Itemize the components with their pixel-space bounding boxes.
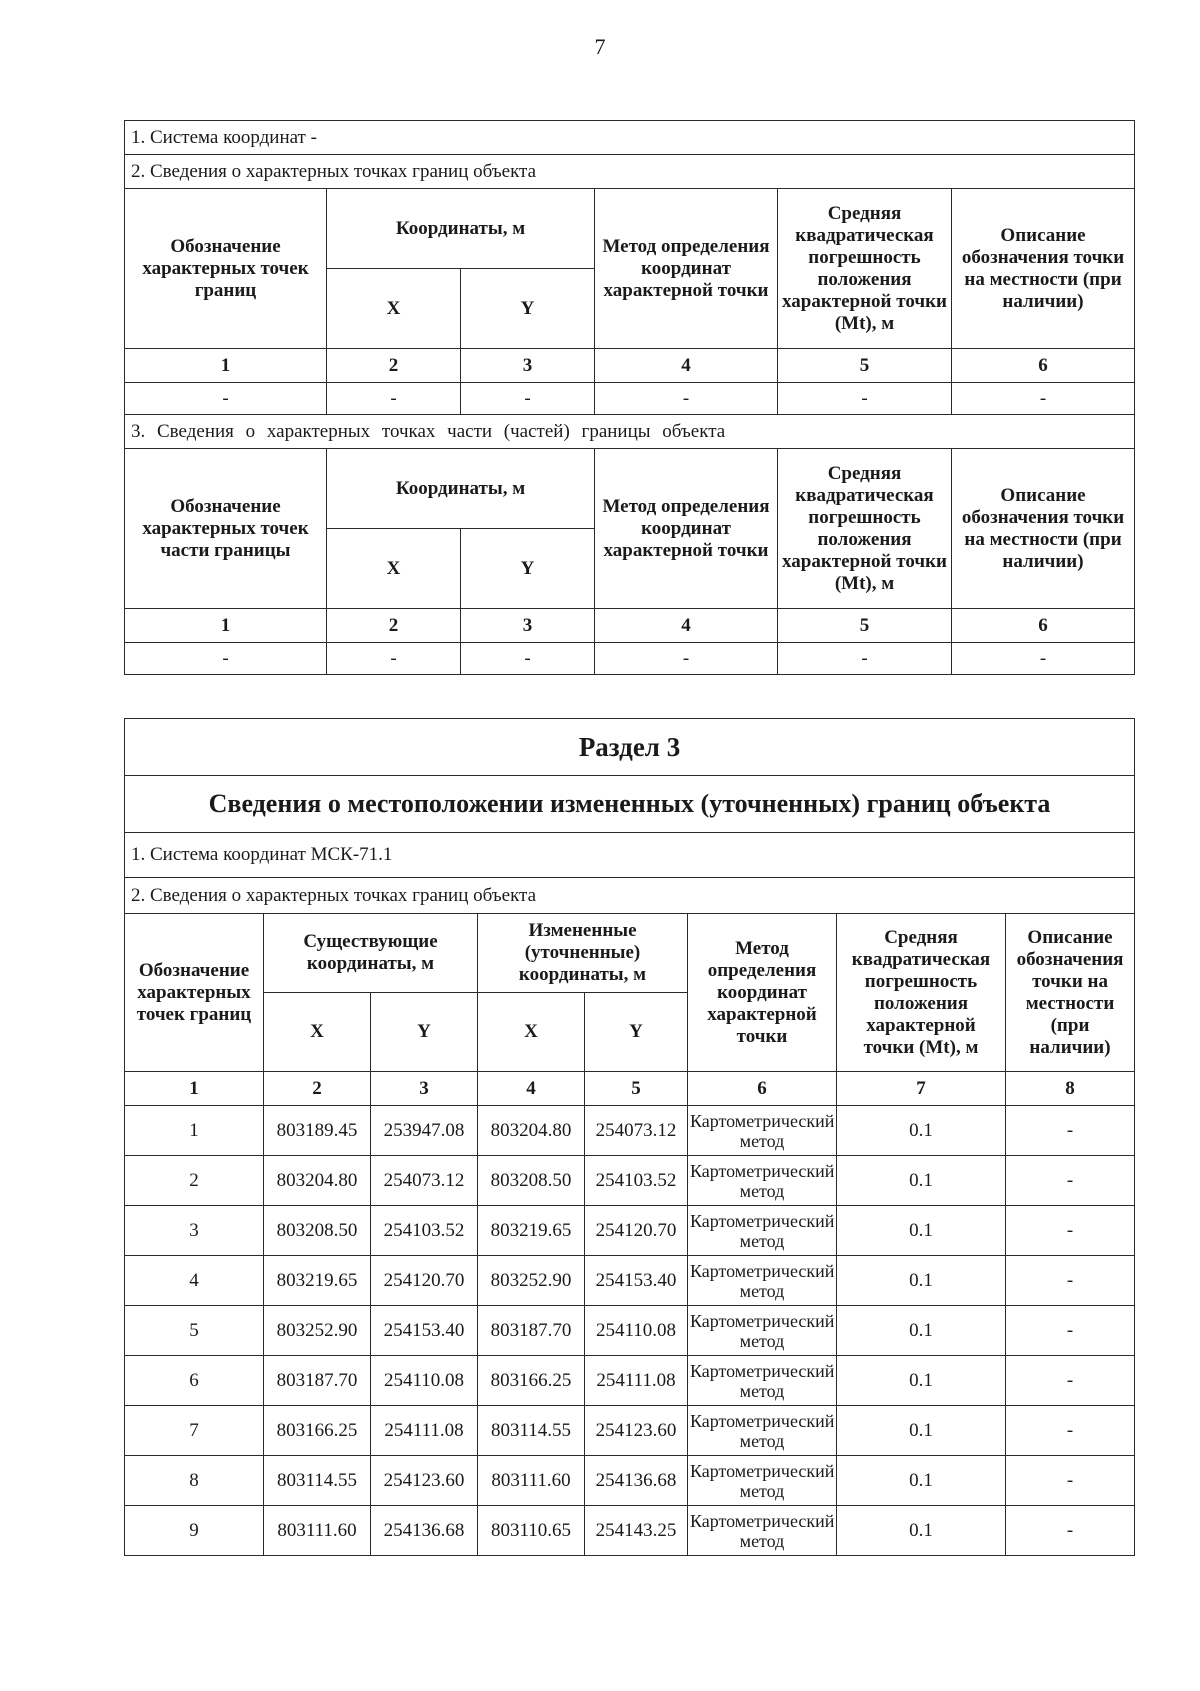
header-description: Описание обозначения точки на местности (при наличии) (952, 189, 1135, 349)
boundary-points-table (124, 120, 1135, 675)
method-cell: Картометрический метод (688, 1306, 837, 1356)
header-coordinates: Координаты, м (327, 189, 595, 269)
table-row (125, 1306, 1135, 1356)
col-number: 6 (952, 609, 1135, 643)
method-cell: Картометрический метод (688, 1106, 837, 1156)
header-existing-coords: Существующие координаты, м (264, 914, 478, 993)
existing-x-cell: 803114.55 (264, 1456, 371, 1506)
header-y: Y (371, 993, 478, 1072)
method-cell: Картометрический метод (688, 1506, 837, 1556)
header-method: Метод определения координат характерной точки (595, 449, 778, 609)
changed-y-cell: 254123.60 (585, 1406, 688, 1456)
col-number: 2 (264, 1072, 371, 1106)
col-number: 1 (125, 609, 327, 643)
part-points-section-title: 3. Сведения о характерных точках части (частей) границы объекта (125, 415, 1135, 449)
page-number: 7 (594, 34, 606, 59)
existing-y-cell: 254153.40 (371, 1306, 478, 1356)
header-x: X (478, 993, 585, 1072)
point-number-cell: 6 (125, 1356, 264, 1406)
description-cell: - (1006, 1206, 1135, 1256)
table-cell: - (952, 643, 1135, 675)
description-cell: - (1006, 1256, 1135, 1306)
changed-y-cell: 254073.12 (585, 1106, 688, 1156)
header-changed-coords: Измененные (уточненные) координаты, м (478, 914, 688, 993)
col-number: 3 (371, 1072, 478, 1106)
changed-y-cell: 254103.52 (585, 1156, 688, 1206)
table-row (125, 1356, 1135, 1406)
description-cell: - (1006, 1406, 1135, 1456)
col-number: 1 (125, 349, 327, 383)
table-cell: - (461, 383, 595, 415)
table-row (125, 1456, 1135, 1506)
existing-y-cell: 254111.08 (371, 1406, 478, 1456)
description-cell: - (1006, 1306, 1135, 1356)
col-number: 7 (837, 1072, 1006, 1106)
existing-x-cell: 803166.25 (264, 1406, 371, 1456)
col-number: 5 (585, 1072, 688, 1106)
existing-x-cell: 803187.70 (264, 1356, 371, 1406)
point-number-cell: 1 (125, 1106, 264, 1156)
header-y: Y (461, 269, 595, 349)
point-number-cell: 5 (125, 1306, 264, 1356)
existing-y-cell: 254120.70 (371, 1256, 478, 1306)
description-cell: - (1006, 1106, 1135, 1156)
existing-y-cell: 253947.08 (371, 1106, 478, 1156)
header-description: Описание обозначения точки на местности (при наличии) (952, 449, 1135, 609)
changed-y-cell: 254143.25 (585, 1506, 688, 1556)
col-number: 3 (461, 609, 595, 643)
header-x: X (327, 269, 461, 349)
table-row (125, 1156, 1135, 1206)
header-designation-part: Обозначение характерных точек части границы (125, 449, 327, 609)
existing-x-cell: 803189.45 (264, 1106, 371, 1156)
header-error: Средняя квадратическая погрешность положения характерной точки (Mt), м (778, 189, 952, 349)
header-description: Описание обозначения точки на местности (при наличии) (1006, 914, 1135, 1072)
header-y: Y (585, 993, 688, 1072)
header-method: Метод определения координат характерной точки (595, 189, 778, 349)
header-x: X (327, 529, 461, 609)
changed-x-cell: 803252.90 (478, 1256, 585, 1306)
error-cell: 0.1 (837, 1506, 1006, 1556)
method-cell: Картометрический метод (688, 1456, 837, 1506)
col-number: 4 (478, 1072, 585, 1106)
table-row (125, 1506, 1135, 1556)
existing-x-cell: 803252.90 (264, 1306, 371, 1356)
existing-x-cell: 803204.80 (264, 1156, 371, 1206)
existing-y-cell: 254073.12 (371, 1156, 478, 1206)
existing-y-cell: 254136.68 (371, 1506, 478, 1556)
point-number-cell: 2 (125, 1156, 264, 1206)
existing-y-cell: 254103.52 (371, 1206, 478, 1256)
description-cell: - (1006, 1156, 1135, 1206)
method-cell: Картометрический метод (688, 1156, 837, 1206)
table-cell: - (125, 643, 327, 675)
table-row (125, 1406, 1135, 1456)
col-number: 6 (688, 1072, 837, 1106)
table-row (125, 1206, 1135, 1256)
description-cell: - (1006, 1356, 1135, 1406)
existing-x-cell: 803208.50 (264, 1206, 371, 1256)
section-subtitle: Сведения о местоположении измененных (уточненных) границ объекта (125, 776, 1135, 833)
table-cell: - (778, 383, 952, 415)
changed-y-cell: 254153.40 (585, 1256, 688, 1306)
table-cell: - (778, 643, 952, 675)
table-cell: - (952, 383, 1135, 415)
changed-y-cell: 254110.08 (585, 1306, 688, 1356)
header-x: X (264, 993, 371, 1072)
existing-y-cell: 254123.60 (371, 1456, 478, 1506)
header-y: Y (461, 529, 595, 609)
error-cell: 0.1 (837, 1156, 1006, 1206)
table-cell: - (595, 383, 778, 415)
table-row (125, 1256, 1135, 1306)
coord-system-label: 1. Система координат МСК-71.1 (125, 833, 1135, 878)
error-cell: 0.1 (837, 1356, 1006, 1406)
col-number: 5 (778, 349, 952, 383)
error-cell: 0.1 (837, 1306, 1006, 1356)
header-coordinates: Координаты, м (327, 449, 595, 529)
changed-x-cell: 803111.60 (478, 1456, 585, 1506)
point-number-cell: 3 (125, 1206, 264, 1256)
section-title: Раздел 3 (125, 719, 1135, 776)
table-row (125, 1106, 1135, 1156)
error-cell: 0.1 (837, 1256, 1006, 1306)
section3-rows (125, 1106, 1135, 1556)
col-number: 2 (327, 609, 461, 643)
error-cell: 0.1 (837, 1206, 1006, 1256)
point-number-cell: 4 (125, 1256, 264, 1306)
description-cell: - (1006, 1456, 1135, 1506)
changed-x-cell: 803187.70 (478, 1306, 585, 1356)
method-cell: Картометрический метод (688, 1256, 837, 1306)
changed-x-cell: 803166.25 (478, 1356, 585, 1406)
header-error: Средняя квадратическая погрешность положения характерной точки (Mt), м (837, 914, 1006, 1072)
changed-x-cell: 803204.80 (478, 1106, 585, 1156)
table-cell: - (595, 643, 778, 675)
coord-system-label: 1. Система координат - (125, 121, 1135, 155)
description-cell: - (1006, 1506, 1135, 1556)
table-cell: - (125, 383, 327, 415)
changed-x-cell: 803208.50 (478, 1156, 585, 1206)
changed-y-cell: 254136.68 (585, 1456, 688, 1506)
header-method: Метод определения координат характерной точки (688, 914, 837, 1072)
existing-x-cell: 803111.60 (264, 1506, 371, 1556)
point-number-cell: 9 (125, 1506, 264, 1556)
changed-x-cell: 803110.65 (478, 1506, 585, 1556)
header-error: Средняя квадратическая погрешность положения характерной точки (Mt), м (778, 449, 952, 609)
changed-x-cell: 803219.65 (478, 1206, 585, 1256)
error-cell: 0.1 (837, 1456, 1006, 1506)
col-number: 3 (461, 349, 595, 383)
col-number: 6 (952, 349, 1135, 383)
header-designation: Обозначение характерных точек границ (125, 189, 327, 349)
table-cell: - (461, 643, 595, 675)
existing-x-cell: 803219.65 (264, 1256, 371, 1306)
points-section-title: 2. Сведения о характерных точках границ объекта (125, 155, 1135, 189)
method-cell: Картометрический метод (688, 1206, 837, 1256)
points-section-title: 2. Сведения о характерных точках границ объекта (125, 878, 1135, 914)
point-number-cell: 8 (125, 1456, 264, 1506)
error-cell: 0.1 (837, 1406, 1006, 1456)
table-cell: - (327, 643, 461, 675)
col-number: 5 (778, 609, 952, 643)
header-designation: Обозначение характерных точек границ (125, 914, 264, 1072)
changed-x-cell: 803114.55 (478, 1406, 585, 1456)
section3-table (124, 718, 1135, 1556)
method-cell: Картометрический метод (688, 1406, 837, 1456)
col-number: 1 (125, 1072, 264, 1106)
changed-y-cell: 254120.70 (585, 1206, 688, 1256)
col-number: 4 (595, 349, 778, 383)
col-number: 4 (595, 609, 778, 643)
table-cell: - (327, 383, 461, 415)
existing-y-cell: 254110.08 (371, 1356, 478, 1406)
changed-y-cell: 254111.08 (585, 1356, 688, 1406)
col-number: 8 (1006, 1072, 1135, 1106)
col-number: 2 (327, 349, 461, 383)
error-cell: 0.1 (837, 1106, 1006, 1156)
point-number-cell: 7 (125, 1406, 264, 1456)
method-cell: Картометрический метод (688, 1356, 837, 1406)
